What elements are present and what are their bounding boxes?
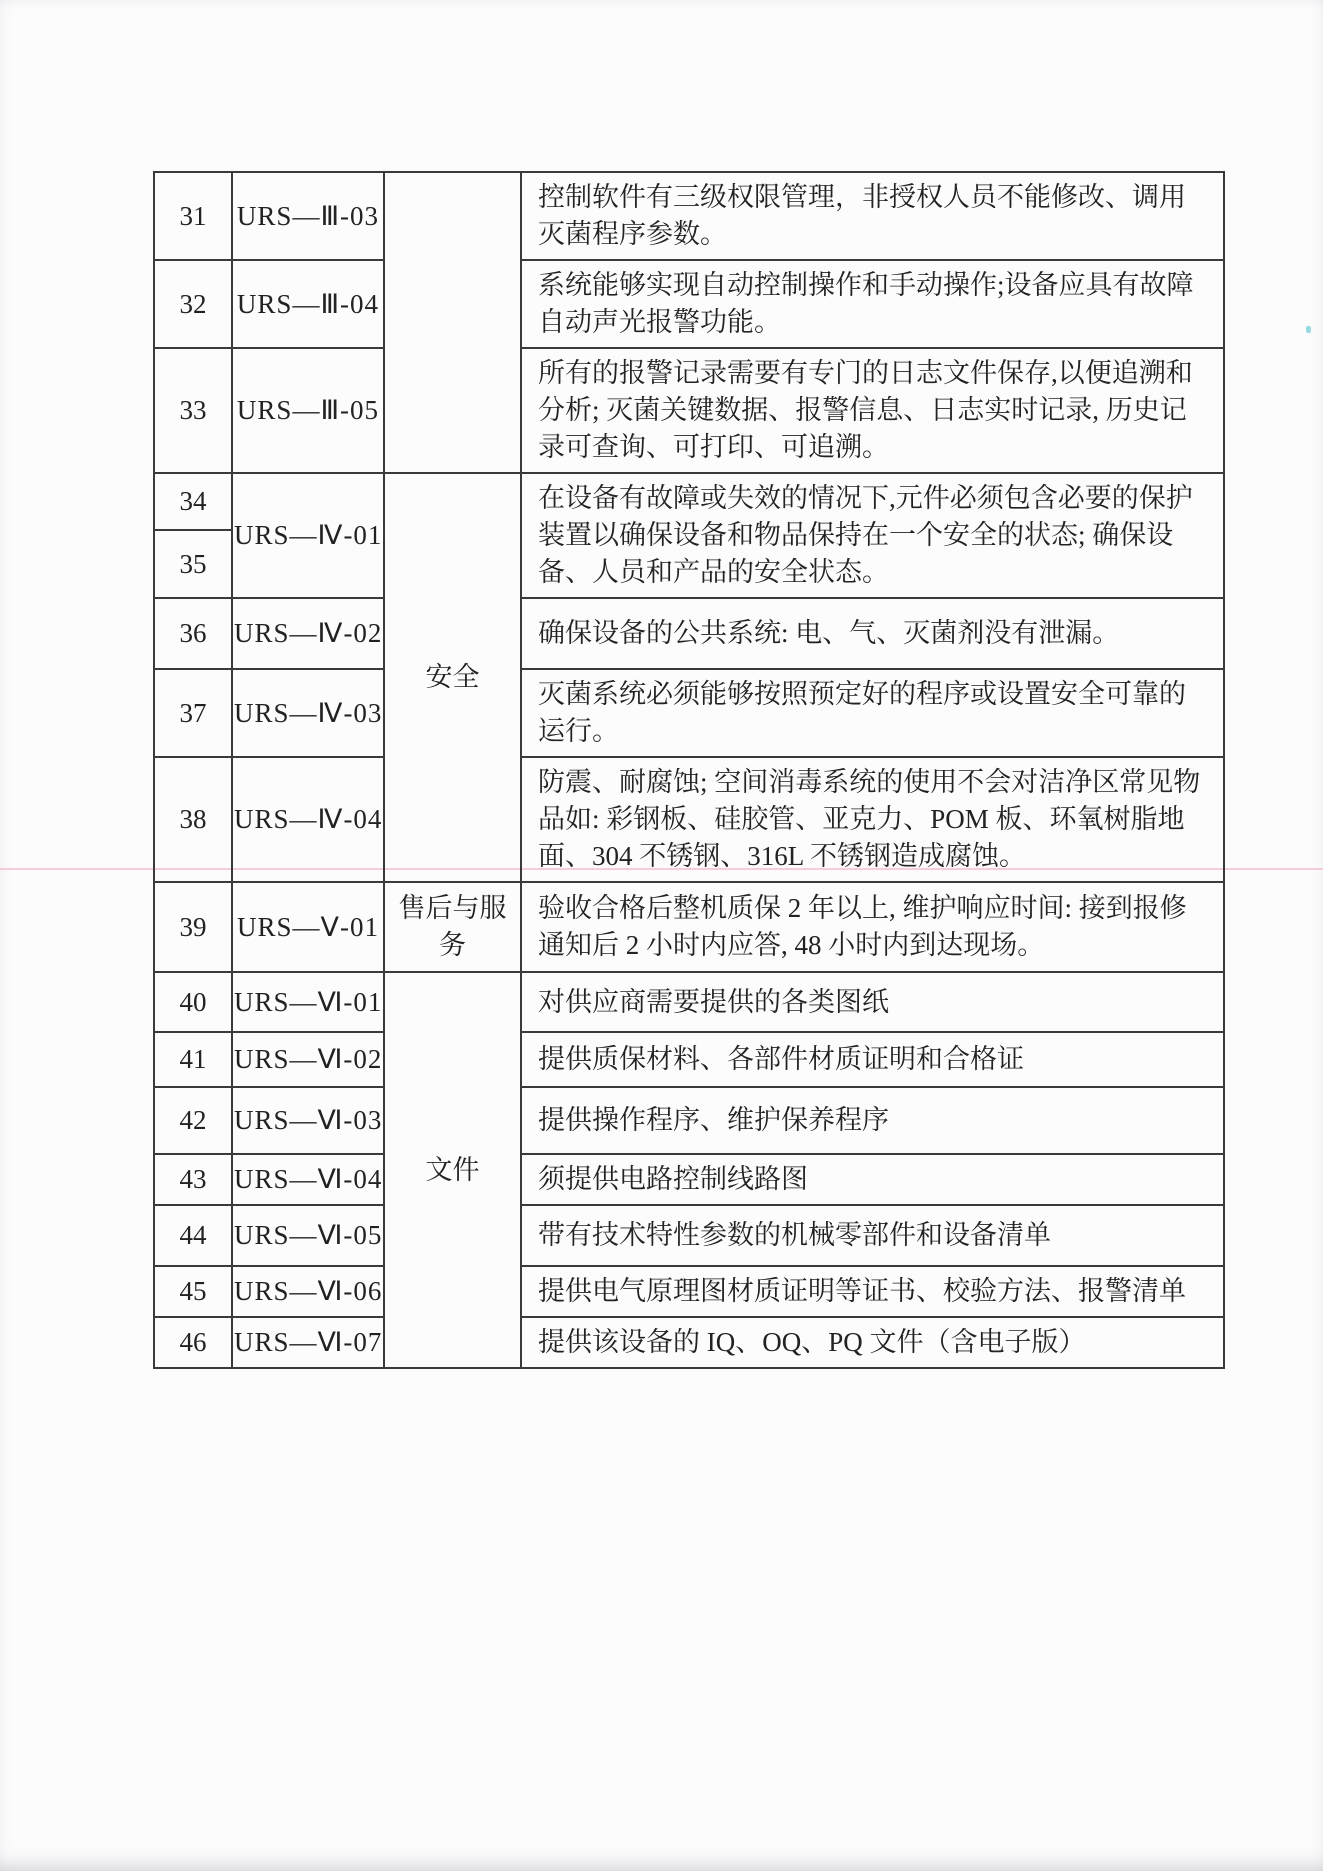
- row-number: 42: [154, 1087, 232, 1154]
- row-number: 35: [154, 530, 232, 598]
- requirement-text: 灭菌系统必须能够按照预定好的程序或设置安全可靠的运行。: [521, 669, 1224, 757]
- table-row: [154, 1205, 1224, 1266]
- table-row: [154, 882, 1224, 972]
- category-cell-blank: [384, 172, 521, 473]
- table-row: [154, 1087, 1224, 1154]
- requirement-text: 控制软件有三级权限管理，非授权人员不能修改、调用灭菌程序参数。: [521, 172, 1224, 260]
- table-row: [154, 757, 1224, 882]
- requirement-text: 提供电气原理图材质证明等证书、校验方法、报警清单: [521, 1266, 1224, 1317]
- urs-code: URS—Ⅳ-04: [232, 757, 384, 882]
- requirement-text: 确保设备的公共系统: 电、气、灭菌剂没有泄漏。: [521, 598, 1224, 669]
- table-row: [154, 172, 1224, 260]
- row-number: 45: [154, 1266, 232, 1317]
- row-number: 39: [154, 882, 232, 972]
- urs-code: URS—Ⅴ-01: [232, 882, 384, 972]
- row-number: 38: [154, 757, 232, 882]
- requirement-text: 须提供电路控制线路图: [521, 1154, 1224, 1205]
- table-row: [154, 260, 1224, 348]
- row-number: 46: [154, 1317, 232, 1368]
- row-number: 43: [154, 1154, 232, 1205]
- requirement-text: 提供操作程序、维护保养程序: [521, 1087, 1224, 1154]
- table-row: [154, 1317, 1224, 1368]
- requirement-text: 防震、耐腐蚀; 空间消毒系统的使用不会对洁净区常见物品如: 彩钢板、硅胶管、亚克力、POM 板、环氧树脂地面、304 不锈钢、316L 不锈钢造成腐蚀。: [521, 757, 1224, 882]
- requirement-text: 验收合格后整机质保 2 年以上, 维护响应时间: 接到报修通知后 2 小时内应答, 48 小时内到达现场。: [521, 882, 1224, 972]
- urs-code: URS—Ⅳ-03: [232, 669, 384, 757]
- urs-code: URS—Ⅵ-01: [232, 972, 384, 1032]
- row-number: 40: [154, 972, 232, 1032]
- row-number: 34: [154, 473, 232, 530]
- table-row: [154, 1154, 1224, 1205]
- row-number: 32: [154, 260, 232, 348]
- row-number: 37: [154, 669, 232, 757]
- table-row: [154, 1266, 1224, 1317]
- category-cell-safety: 安全: [384, 473, 521, 882]
- requirement-text: 提供质保材料、各部件材质证明和合格证: [521, 1032, 1224, 1087]
- category-cell-documents: 文件: [384, 972, 521, 1368]
- requirement-text: 提供该设备的 IQ、OQ、PQ 文件（含电子版）: [521, 1317, 1224, 1368]
- row-number: 44: [154, 1205, 232, 1266]
- table-row: [154, 473, 1224, 530]
- requirement-text: 带有技术特性参数的机械零部件和设备清单: [521, 1205, 1224, 1266]
- table-row: [154, 669, 1224, 757]
- urs-code: URS—Ⅵ-02: [232, 1032, 384, 1087]
- table-row: [154, 598, 1224, 669]
- table-row: [154, 972, 1224, 1032]
- scanner-speck-artifact: [1306, 326, 1311, 333]
- table-row: [154, 348, 1224, 473]
- urs-code: URS—Ⅵ-06: [232, 1266, 384, 1317]
- urs-code: URS—Ⅵ-03: [232, 1087, 384, 1154]
- table-row: [154, 1032, 1224, 1087]
- row-number: 41: [154, 1032, 232, 1087]
- urs-code: URS—Ⅲ-04: [232, 260, 384, 348]
- row-number: 36: [154, 598, 232, 669]
- requirement-text: 所有的报警记录需要有专门的日志文件保存,以便追溯和分析; 灭菌关键数据、报警信息、日志实时记录, 历史记录可查询、可打印、可追溯。: [521, 348, 1224, 473]
- urs-code: URS—Ⅳ-01: [232, 473, 384, 598]
- urs-code: URS—Ⅳ-02: [232, 598, 384, 669]
- urs-code: URS—Ⅵ-05: [232, 1205, 384, 1266]
- urs-code: URS—Ⅲ-03: [232, 172, 384, 260]
- requirement-text: 在设备有故障或失效的情况下,元件必须包含必要的保护装置以确保设备和物品保持在一个安全的状态; 确保设备、人员和产品的安全状态。: [521, 473, 1224, 598]
- urs-code: URS—Ⅲ-05: [232, 348, 384, 473]
- row-number: 33: [154, 348, 232, 473]
- urs-code: URS—Ⅵ-07: [232, 1317, 384, 1368]
- category-cell-after-sales: 售后与服务: [384, 882, 521, 972]
- urs-code: URS—Ⅵ-04: [232, 1154, 384, 1205]
- requirement-text: 对供应商需要提供的各类图纸: [521, 972, 1224, 1032]
- requirement-text: 系统能够实现自动控制操作和手动操作;设备应具有故障自动声光报警功能。: [521, 260, 1224, 348]
- row-number: 31: [154, 172, 232, 260]
- urs-requirements-table: [153, 171, 1225, 1369]
